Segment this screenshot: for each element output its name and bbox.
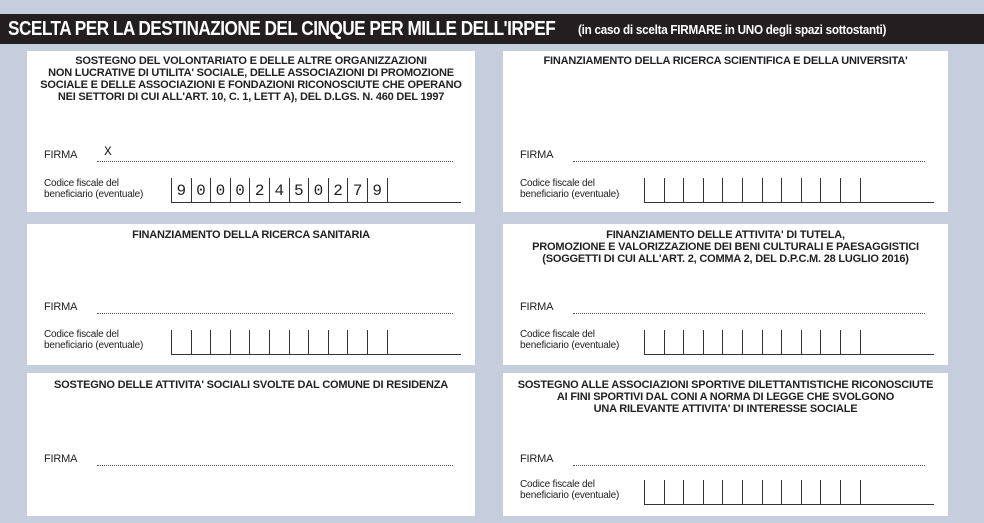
box-sportive — [503, 373, 948, 516]
codice-fiscale-label: Codice fiscale del beneficiario (eventuale) — [44, 178, 144, 200]
cf-digit: 4 — [270, 178, 290, 202]
box-sportive-title: SOSTEGNO ALLE ASSOCIAZIONI SPORTIVE DILETTANTISTICHE RICONOSCIUTE AI FINI SPORTIVI DAL CONI A NORMA DI LEGGE CHE SVOLGONO UNA RILEVANTE ATTIVITA' DI INTERESSE SOCIALE — [517, 379, 934, 415]
firma-signature-field[interactable] — [573, 161, 925, 162]
firma-label: FIRMA — [520, 301, 554, 313]
cf-digit: 0 — [192, 178, 212, 202]
firma-signature-mark: X — [104, 144, 112, 159]
firma-signature-field[interactable] — [97, 161, 453, 162]
firma-label: FIRMA — [44, 301, 78, 313]
firma-signature-field[interactable] — [97, 313, 453, 314]
form-title: SCELTA PER LA DESTINAZIONE DEL CINQUE PER MILLE DELL'IRPEF — [8, 17, 556, 40]
cf-digit: 7 — [348, 178, 368, 202]
box-ricerca-sanitaria-title: FINANZIAMENTO DELLA RICERCA SANITARIA — [132, 229, 370, 241]
cf-digit: 9 — [172, 178, 192, 202]
cf-digit: 2 — [329, 178, 349, 202]
firma-signature-field[interactable] — [573, 313, 925, 314]
codice-fiscale-input[interactable] — [644, 178, 934, 203]
codice-fiscale-label: Codice fiscale del beneficiario (eventuale) — [520, 479, 620, 501]
box-comune — [27, 373, 475, 516]
codice-fiscale-input[interactable] — [644, 480, 934, 505]
codice-fiscale-input[interactable] — [171, 178, 461, 203]
cf-digit: 0 — [309, 178, 329, 202]
cf-digit: 0 — [211, 178, 231, 202]
codice-fiscale-input[interactable] — [171, 330, 461, 355]
codice-fiscale-label: Codice fiscale del beneficiario (eventuale) — [44, 329, 144, 351]
cf-digit: 2 — [250, 178, 270, 202]
box-comune-title: SOSTEGNO DELLE ATTIVITA' SOCIALI SVOLTE DAL COMUNE DI RESIDENZA — [54, 379, 448, 391]
firma-signature-field[interactable] — [573, 465, 925, 466]
codice-fiscale-input[interactable] — [644, 330, 934, 355]
box-ricerca-sanitaria — [27, 224, 475, 365]
box-beni-culturali-title: FINANZIAMENTO DELLE ATTIVITA' DI TUTELA, PROMOZIONE E VALORIZZAZIONE DEI BENI CULTURALI E PAESAGGISTICI (SOGGETTI DI CUI ALL'ART. 2, COMMA 2, DEL D.P.C.M. 28 LUGLIO 2016) — [532, 229, 919, 265]
form-subtitle: (in caso di scelta FIRMARE in UNO degli spazi sottostanti) — [578, 22, 887, 37]
cf-digit: 9 — [368, 178, 388, 202]
box-ricerca-scientifica-title: FINANZIAMENTO DELLA RICERCA SCIENTIFICA E DELLA UNIVERSITA' — [543, 55, 908, 67]
box-ricerca-scientifica — [503, 51, 948, 212]
cf-digit: 5 — [290, 178, 310, 202]
firma-signature-field[interactable] — [97, 465, 453, 466]
box-volontariato — [27, 51, 475, 212]
firma-label: FIRMA — [520, 149, 554, 161]
box-beni-culturali — [503, 224, 948, 365]
firma-label: FIRMA — [44, 453, 78, 465]
firma-label: FIRMA — [44, 149, 78, 161]
codice-fiscale-label: Codice fiscale del beneficiario (eventuale) — [520, 178, 620, 200]
form-header — [0, 14, 984, 44]
firma-label: FIRMA — [520, 453, 554, 465]
cf-digit: 0 — [231, 178, 251, 202]
codice-fiscale-label: Codice fiscale del beneficiario (eventuale) — [520, 329, 620, 351]
box-volontariato-title: SOSTEGNO DEL VOLONTARIATO E DELLE ALTRE ORGANIZZAZIONI NON LUCRATIVE DI UTILITA' SOCIALE, DELLE ASSOCIAZIONI DI PROMOZIONE SOCIALE E DELLE ASSOCIAZIONI E FONDAZIONI RICONOSCIUTE CHE OPERANO NEI SETTORI DI CUI ALL'ART. 10, C. 1, LETT A), DEL D.LGS. N. 460 DEL 1997 — [40, 55, 462, 103]
